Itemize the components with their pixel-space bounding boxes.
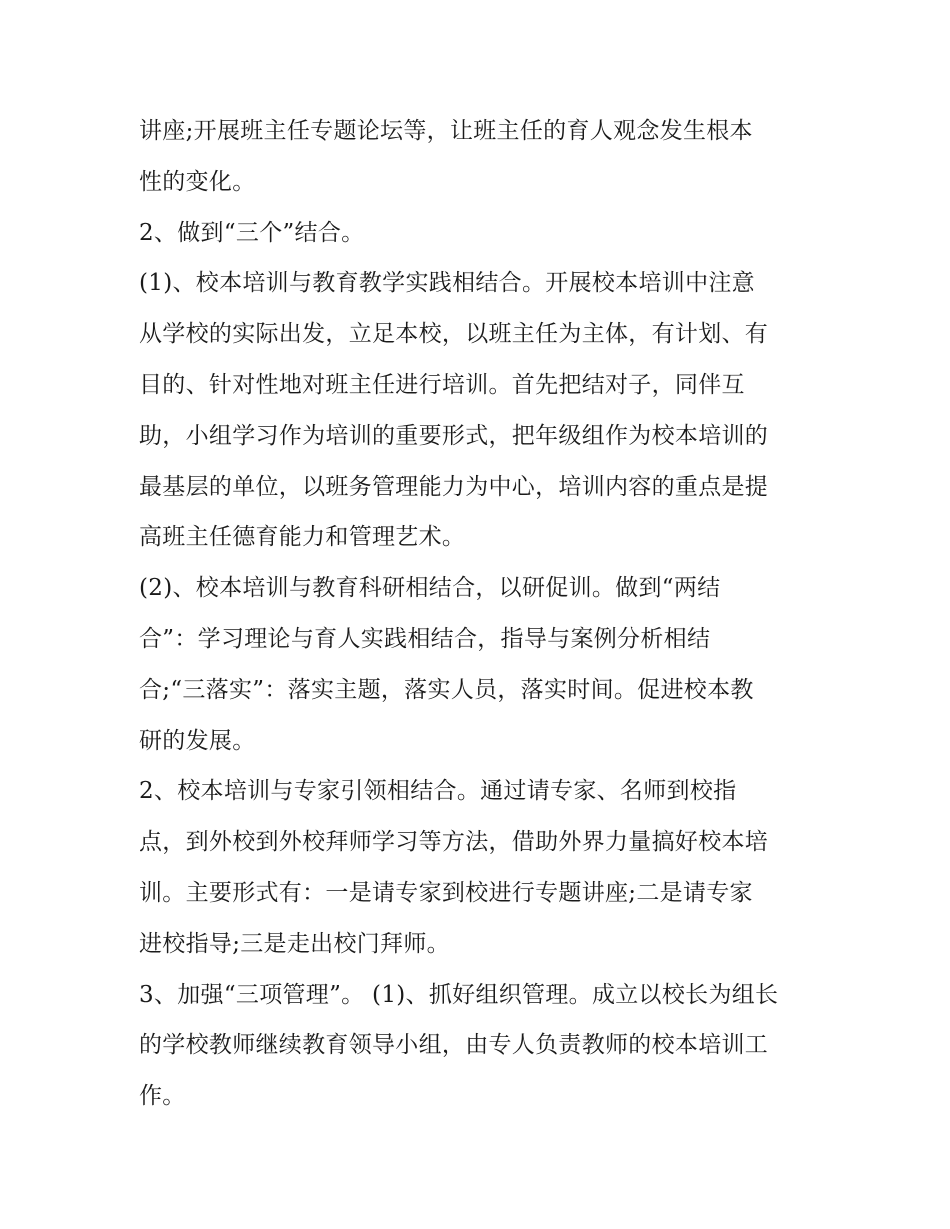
text-line: 从学校的实际出发，立足本校，以班主任为主体，有计划、有 (139, 321, 769, 348)
text-line: 作。 (139, 1083, 186, 1110)
text-line: 的学校教师继续教育领导小组，由专人负责教师的校本培训工 (139, 1032, 769, 1059)
text-line: (2)、校本培训与教育科研相结合，以研促训。做到“两结 (139, 575, 721, 602)
text-line: 2、做到“三个”结合。 (139, 219, 365, 246)
text-line: 3、加强“三项管理”。 (1)、抓好组织管理。成立以校长为组长 (139, 981, 779, 1008)
text-line: 性的变化。 (139, 168, 256, 195)
text-line: 合;“三落实”：落实主题，落实人员，落实时间。促进校本教 (139, 676, 754, 703)
text-line: 讲座;开展班主任专题论坛等，让班主任的育人观念发生根本 (139, 118, 753, 144)
text-line: 研的发展。 (139, 727, 256, 754)
document-body (139, 106, 819, 1122)
text-line: (1)、校本培训与教育教学实践相结合。开展校本培训中注意 (139, 270, 755, 297)
text-line: 目的、针对性地对班主任进行培训。首先把结对子，同伴互 (139, 371, 745, 398)
text-line: 进校指导;三是走出校门拜师。 (139, 930, 450, 957)
text-line: 助，小组学习作为培训的重要形式，把年级组作为校本培训的 (139, 422, 769, 449)
text-line: 最基层的单位，以班务管理能力为中心，培训内容的重点是提 (139, 473, 769, 500)
text-line: 合”：学习理论与育人实践相结合，指导与案例分析相结 (139, 625, 711, 652)
text-line: 训。主要形式有：一是请专家到校进行专题讲座;二是请专家 (139, 879, 753, 906)
text-line: 2、校本培训与专家引领相结合。通过请专家、名师到校指 (139, 778, 737, 805)
text-line: 高班主任德育能力和管理艺术。 (139, 524, 466, 551)
text-line: 点，到外校到外校拜师学习等方法，借助外界力量搞好校本培 (139, 829, 769, 856)
